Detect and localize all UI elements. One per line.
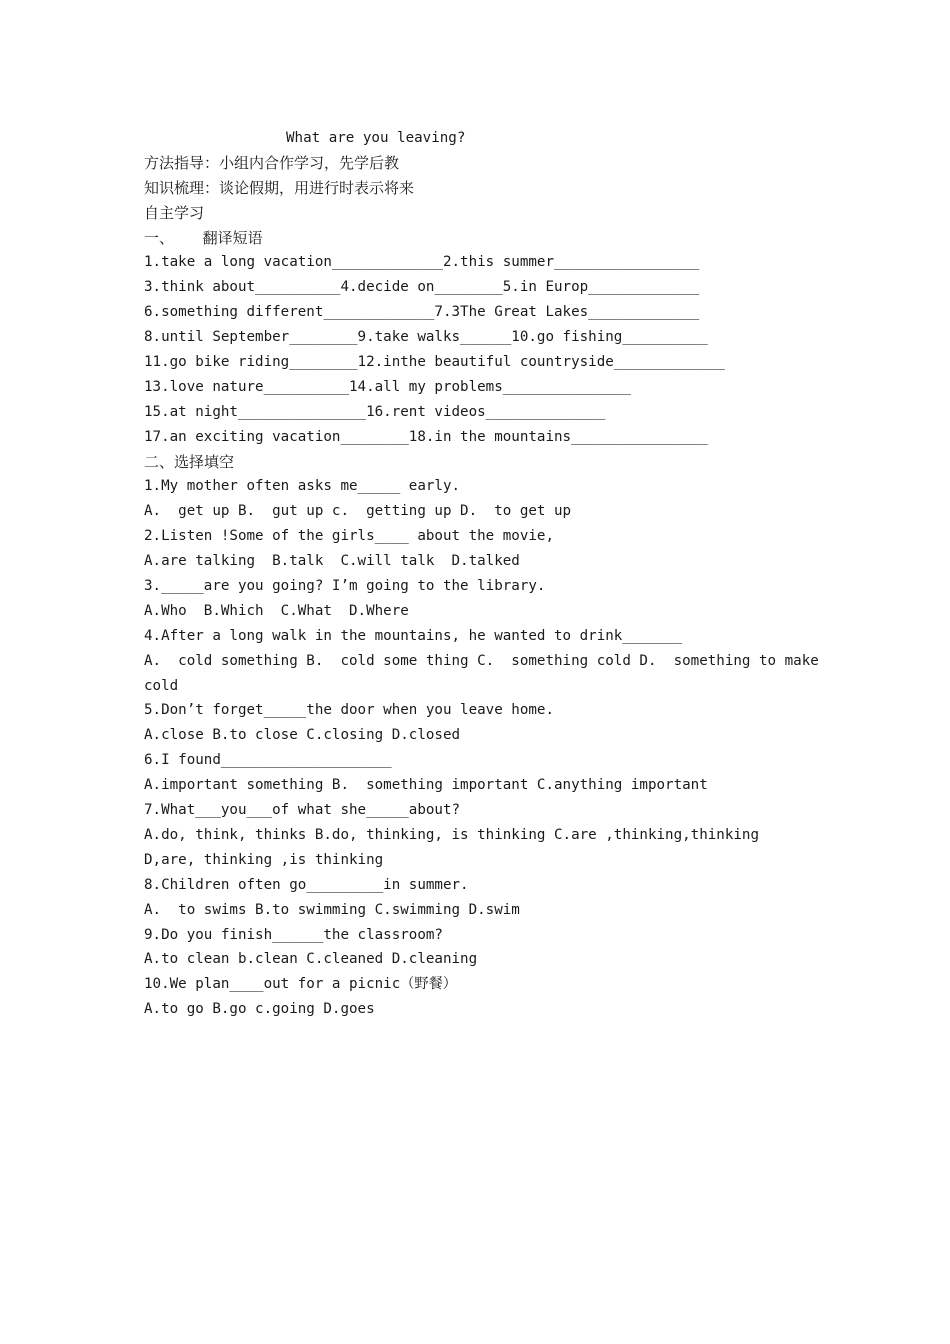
question-line: 6.I found____________________	[144, 752, 392, 769]
section1-heading: 一、 翻译短语	[144, 228, 263, 247]
options-line: A.do, think, thinks B.do, thinking, is thinking C.are ,thinking,thinking	[144, 826, 759, 843]
options-line: A.to go B.go c.going D.goes	[144, 1001, 375, 1018]
phrase-line: 3.think about__________4.decide on________5.in Europ_____________	[144, 279, 700, 296]
options-line: A.Who B.Which C.What D.Where	[144, 602, 409, 619]
self-study-heading: 自主学习	[144, 203, 205, 222]
question-line: 2.Listen !Some of the girls____ about the movie,	[144, 528, 554, 545]
phrase-line: 15.at night_______________16.rent videos______________	[144, 403, 606, 420]
options-line: cold	[144, 677, 179, 694]
phrase-line: 17.an exciting vacation________18.in the mountains________________	[144, 428, 708, 445]
method-guide: 方法指导：小组内合作学习，先学后教	[144, 153, 400, 172]
section1-list	[144, 250, 804, 449]
section2-list	[144, 474, 819, 1022]
options-line: A.are talking B.talk C.will talk D.talked	[144, 553, 520, 570]
question-line: 9.Do you finish______the classroom?	[144, 926, 443, 943]
options-line: A.close B.to close C.closing D.closed	[144, 727, 461, 744]
question-line: 1.My mother often asks me_____ early.	[144, 478, 461, 495]
worksheet-title: What are you leaving?	[286, 130, 466, 146]
phrase-line: 13.love nature__________14.all my problems_______________	[144, 378, 631, 395]
question-line: 5.Don’t forget_____the door when you leave home.	[144, 702, 554, 719]
options-line: A. to swims B.to swimming C.swimming D.swim	[144, 901, 520, 918]
question-line: 10.We plan____out for a picnic（野餐）	[144, 976, 457, 993]
options-line: D,are, thinking ,is thinking	[144, 851, 384, 868]
options-line: A. get up B. gut up c. getting up D. to get up	[144, 503, 572, 520]
question-line: 7.What___you___of what she_____about?	[144, 802, 461, 819]
phrase-line: 1.take a long vacation_____________2.this summer_________________	[144, 254, 700, 271]
phrase-line: 6.something different_____________7.3The Great Lakes_____________	[144, 304, 700, 321]
options-line: A. cold something B. cold some thing C. something cold D. something to make	[144, 652, 819, 669]
phrase-line: 8.until September________9.take walks______10.go fishing__________	[144, 329, 708, 346]
knowledge-summary: 知识梳理：谈论假期，用进行时表示将来	[144, 178, 415, 197]
phrase-line: 11.go bike riding________12.inthe beautiful countryside_____________	[144, 354, 725, 371]
worksheet-content	[144, 126, 819, 1022]
section2-heading: 二、选择填空	[144, 452, 235, 471]
options-line: A.important something B. something important C.anything important	[144, 777, 708, 794]
question-line: 3._____are you going? I’m going to the library.	[144, 578, 546, 595]
question-line: 4.After a long walk in the mountains, he wanted to drink_______	[144, 627, 683, 644]
options-line: A.to clean b.clean C.cleaned D.cleaning	[144, 951, 478, 968]
question-line: 8.Children often go_________in summer.	[144, 876, 469, 893]
